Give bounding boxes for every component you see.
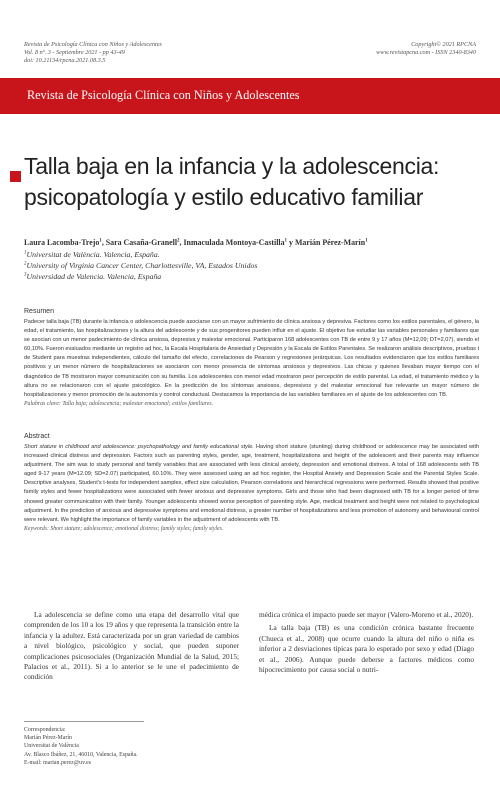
journal-citation	[24, 41, 162, 65]
affiliation	[24, 249, 257, 260]
affiliation	[24, 260, 257, 271]
body-paragraph: La adolescencia se define como una etapa del desarrollo vital que comprenden de los 10 a los 19 años y que representa la transición entre la infancia y la adultez. Está caracterizada por un gran variedad de cambios a nivel biológico, psicológico y social, que pueden suponer complicaciones psicosociales (Organización Mundial de la Salud, 2015; Palacios et al., 2011). Si a lo anterior se le une el padecimiento de condición	[24, 610, 239, 682]
body-column-right	[259, 610, 474, 678]
abstract-keywords: Keywords: Short stature; adolescence; emotional distress; family styles; family styles.	[24, 525, 224, 532]
affiliation-text: University of Virginia Cancer Center, Charlottesville, VA, Estados Unidos	[26, 261, 258, 270]
correspondence-address: Av. Blasco Ibáñez, 21, 46010, Valencia, España.	[24, 751, 138, 758]
abstract-body	[24, 443, 479, 525]
abstract-english-title: Short stature in childhood and adolescence: psychopathology and family educational style.	[24, 444, 254, 450]
author-separator: ,	[101, 238, 106, 247]
body-column-left	[24, 610, 239, 686]
resumen-keywords: Palabras clave: Talla baja; adolescencia; malestar emocional; estilos familiares.	[24, 400, 214, 407]
affiliation-number: 3	[24, 272, 27, 278]
author-separator: y	[287, 238, 295, 247]
affiliation	[24, 271, 257, 282]
correspondence-block	[24, 726, 138, 767]
affiliation-number: 2	[24, 261, 27, 267]
author-list	[24, 238, 484, 248]
author-affiliation-number: 1	[99, 238, 102, 244]
doi-line: doi: 10.21134/rpcna.2021.08.3.5	[24, 57, 106, 64]
journal-line: Revista de Psicología Clínica con Niños y Adolescentes	[24, 41, 162, 48]
resumen-section	[24, 307, 479, 409]
author-separator: ,	[179, 238, 184, 247]
banner-journal-name: Revista de Psicología Clínica con Niños y Adolescentes	[27, 88, 300, 102]
author-name: Laura Lacomba-Trejo	[24, 238, 100, 247]
affiliation-number: 1	[24, 250, 27, 256]
article-title: Talla baja en la infancia y la adolescencia: psicopatología y estilo educativo familiar	[24, 153, 440, 210]
volume-line: Vol. 8 nº. 3 - Septiembre 2021 - pp 43-49	[24, 49, 125, 56]
affiliation-list	[24, 249, 257, 282]
correspondence-divider	[24, 721, 144, 722]
abstract-section	[24, 432, 479, 534]
author-name: Sara Casaña-Granell	[105, 238, 178, 247]
copyright-line: Copyright© 2021 RPCNA	[411, 41, 476, 48]
correspondence-institution: Universitat de València	[24, 743, 79, 750]
correspondence-name: Marián Pérez-Marín	[24, 735, 72, 742]
body-paragraph: médica crónica el impacto puede ser mayor (Valero-Moreno et al., 2020).	[259, 610, 474, 619]
author-name: Marián Pérez-Marín	[294, 238, 366, 247]
resumen-body: Padecer talla baja (TB) durante la infancia o adolescencia puede asociarse con un mayor sufrimiento de clínica ansiosa y depresiva. Factores como los estilos parentales, el género, la edad, el tratamiento, las hospitalizaciones y la altura del adolescente y de sus progenitores pueden influir en el ajuste. El objetivo fue estudiar las variables personales y familiares que se asocian con un menor padecimiento de clínica ansiosa, depresiva y malestar emocional. Participaron 168 adolescentes con TB de entre 9 y 17 años (M=12,09; DT=2,07), siendo el 60,10%. Fueron evaluados mediante un registro ad hoc, la Escala Hospitalaria de Ansiedad y Depresión y la Escala de Estilos Parentales. Se realizaron análisis descriptivos, pruebas t de Student para muestras independientes, cálculo del tamaño del efecto, correlaciones de Pearson y regresiones jerárquicas. Los resultados evidenciaron que los estilos familiares positivos y un menor número de hospitalizaciones se asociaron con menor presencia de síntomas ansiosos y depresivos. Las chicas y quienes llevaban mayor tiempo con el diagnóstico de TB mostraron mayor comunicación con su familia. Los adolescentes con menor edad mostraron peor percepción de estilo parental. La edad, el tratamiento médico y la altura no se relacionaron con el ajuste psicológico. En la predicción de los síntomas ansiosos, depresivos y del malestar emocional fue relevante un mayor número de hospitalizaciones y menor promoción de la autonomía y control conductual. Destacamos la importancia de las variables familiares en el ajuste de los adolescentes con TB.	[24, 319, 479, 398]
abstract-heading: Abstract	[24, 433, 50, 440]
correspondence-label: Correspondencia:	[24, 727, 66, 733]
abstract-text: Having short stature (stunting) during childhood or adolescence may be associated with increased clinical distress and depression. Factors such as parenting styles, gender, age, treatment, hospitalizations and height of the adolescent and their parents may influence adjustment. The aim was to study personal and family variables that are associated with less clinical anxiety, depression and emotional distress. A total of 168 adolescents with TB aged 9-17 years (M=12.09; SD=2.07) participated, 60.10%. They were assessed using an ad hoc register, the Hospital Anxiety and Depression Scale and the Parental Styles Scale. Descriptive analyses, Student's t-tests for independent samples, effect size calculation, Pearson correlations and hierarchical regressions were performed. Results showed that positive family styles and fewer hospitalizations were associated with fewer anxious and depressive symptoms. Girls and those who had been diagnosed with TB for a longer period of time showed greater communication with their family. Younger adolescents showed worse perception of parenting style. Age, medical treatment and height were not related to psychological adjustment. In the prediction of anxious and depressive symptoms and emotional distress, a greater number of hospitalizations and less promotion of autonomy and behavioural control were relevant. We highlight the importance of family variables in the adjustment of adolescents with TB.	[24, 444, 479, 523]
author-name: Inmaculada Montoya-Castilla	[183, 238, 285, 247]
journal-banner	[0, 78, 500, 114]
author-affiliation-number: 2	[177, 238, 180, 244]
affiliation-text: Universidad de Valencia. Valencia, España	[26, 272, 162, 281]
author-affiliation-number: 1	[284, 238, 288, 244]
affiliation-text: Universitat de València. Valencia, España.	[26, 250, 160, 259]
copyright-block	[376, 41, 476, 57]
correspondence-email: E-mail: marian.perez@uv.es	[24, 759, 92, 766]
website-issn-line: www.revistapcna.com - ISSN 2340-8340	[376, 49, 476, 56]
body-paragraph: La talla baja (TB) es una condición crónica bastante frecuente (Chueca et al., 2008) que ocurre cuando la altura del niño o niña es inferior a 2 desviaciones típicas para lo esperado por sexo y edad (Diago et al., 2006). Aunque puede deberse a factores médicos como hipocrecimiento por causa social o nutri-	[259, 623, 474, 675]
resumen-heading: Resumen	[24, 308, 54, 315]
title-marker	[10, 171, 21, 182]
author-affiliation-number: 1	[365, 238, 368, 244]
